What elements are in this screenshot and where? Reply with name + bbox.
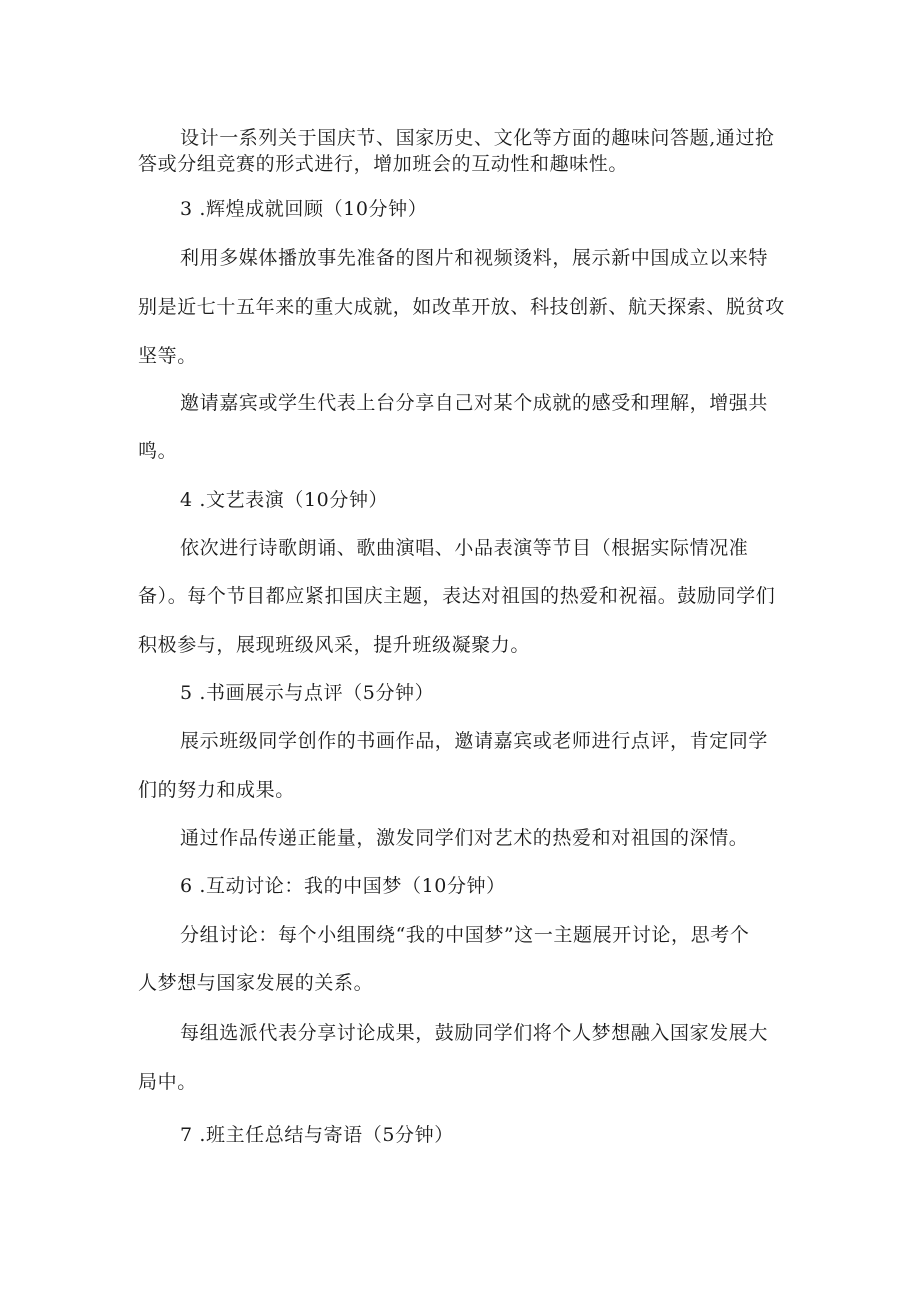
section-heading: 6 .互动讨论：我的中国梦（10分钟） (180, 875, 506, 897)
paragraph-line: 设计一系列关于国庆节、国家历史、文化等方面的趣味问答题,通过抢 (180, 127, 775, 149)
paragraph-line: 局中。 (138, 1071, 197, 1093)
paragraph-line: 们的努力和成果。 (138, 779, 295, 801)
paragraph-line: 利用多媒体播放事先准备的图片和视频烫料，展示新中国成立以来特 (180, 247, 769, 269)
paragraph-line: 答或分组竞赛的形式进行，增加班会的互动性和趣味性。 (138, 153, 629, 175)
paragraph-line: 依次进行诗歌朗诵、歌曲演唱、小品表演等节目（根据实际情况准 (180, 537, 749, 559)
paragraph-line: 积极参与，展现班级风采，提升班级凝聚力。 (138, 634, 531, 656)
section-heading: 4 .文艺表演（10分钟） (180, 489, 389, 511)
paragraph-line: 坚等。 (138, 345, 197, 367)
paragraph-line: 每组选派代表分享讨论成果，鼓励同学们将个人梦想融入国家发展大 (180, 1022, 769, 1044)
paragraph-line: 分组讨论：每个小组围绕“我的中国梦”这一主题展开讨论，思考个 (180, 924, 750, 946)
paragraph-line: 邀请嘉宾或学生代表上台分享自己对某个成就的感受和理解，增强共 (180, 392, 769, 414)
section-heading: 3 .辉煌成就回顾（10分钟） (180, 198, 428, 220)
paragraph-line: 鸣。 (138, 440, 178, 462)
paragraph-line: 人梦想与国家发展的关系。 (138, 972, 374, 994)
paragraph-line: 通过作品传递正能量，激发同学们对艺术的热爱和对祖国的深情。 (180, 827, 749, 849)
section-heading: 5 .书画展示与点评（5分钟） (180, 682, 435, 704)
section-heading: 7 .班主任总结与寄语（5分钟） (180, 1124, 454, 1146)
paragraph-line: 别是近七十五年来的重大成就，如改革开放、科技创新、航天探索、脱贫攻 (138, 296, 785, 318)
paragraph-line: 备）。每个节目都应紧扣国庆主题，表达对祖国的热爱和祝福。鼓励同学们 (138, 585, 776, 607)
paragraph-line: 展示班级同学创作的书画作品，邀请嘉宾或老师进行点评，肯定同学 (180, 730, 769, 752)
